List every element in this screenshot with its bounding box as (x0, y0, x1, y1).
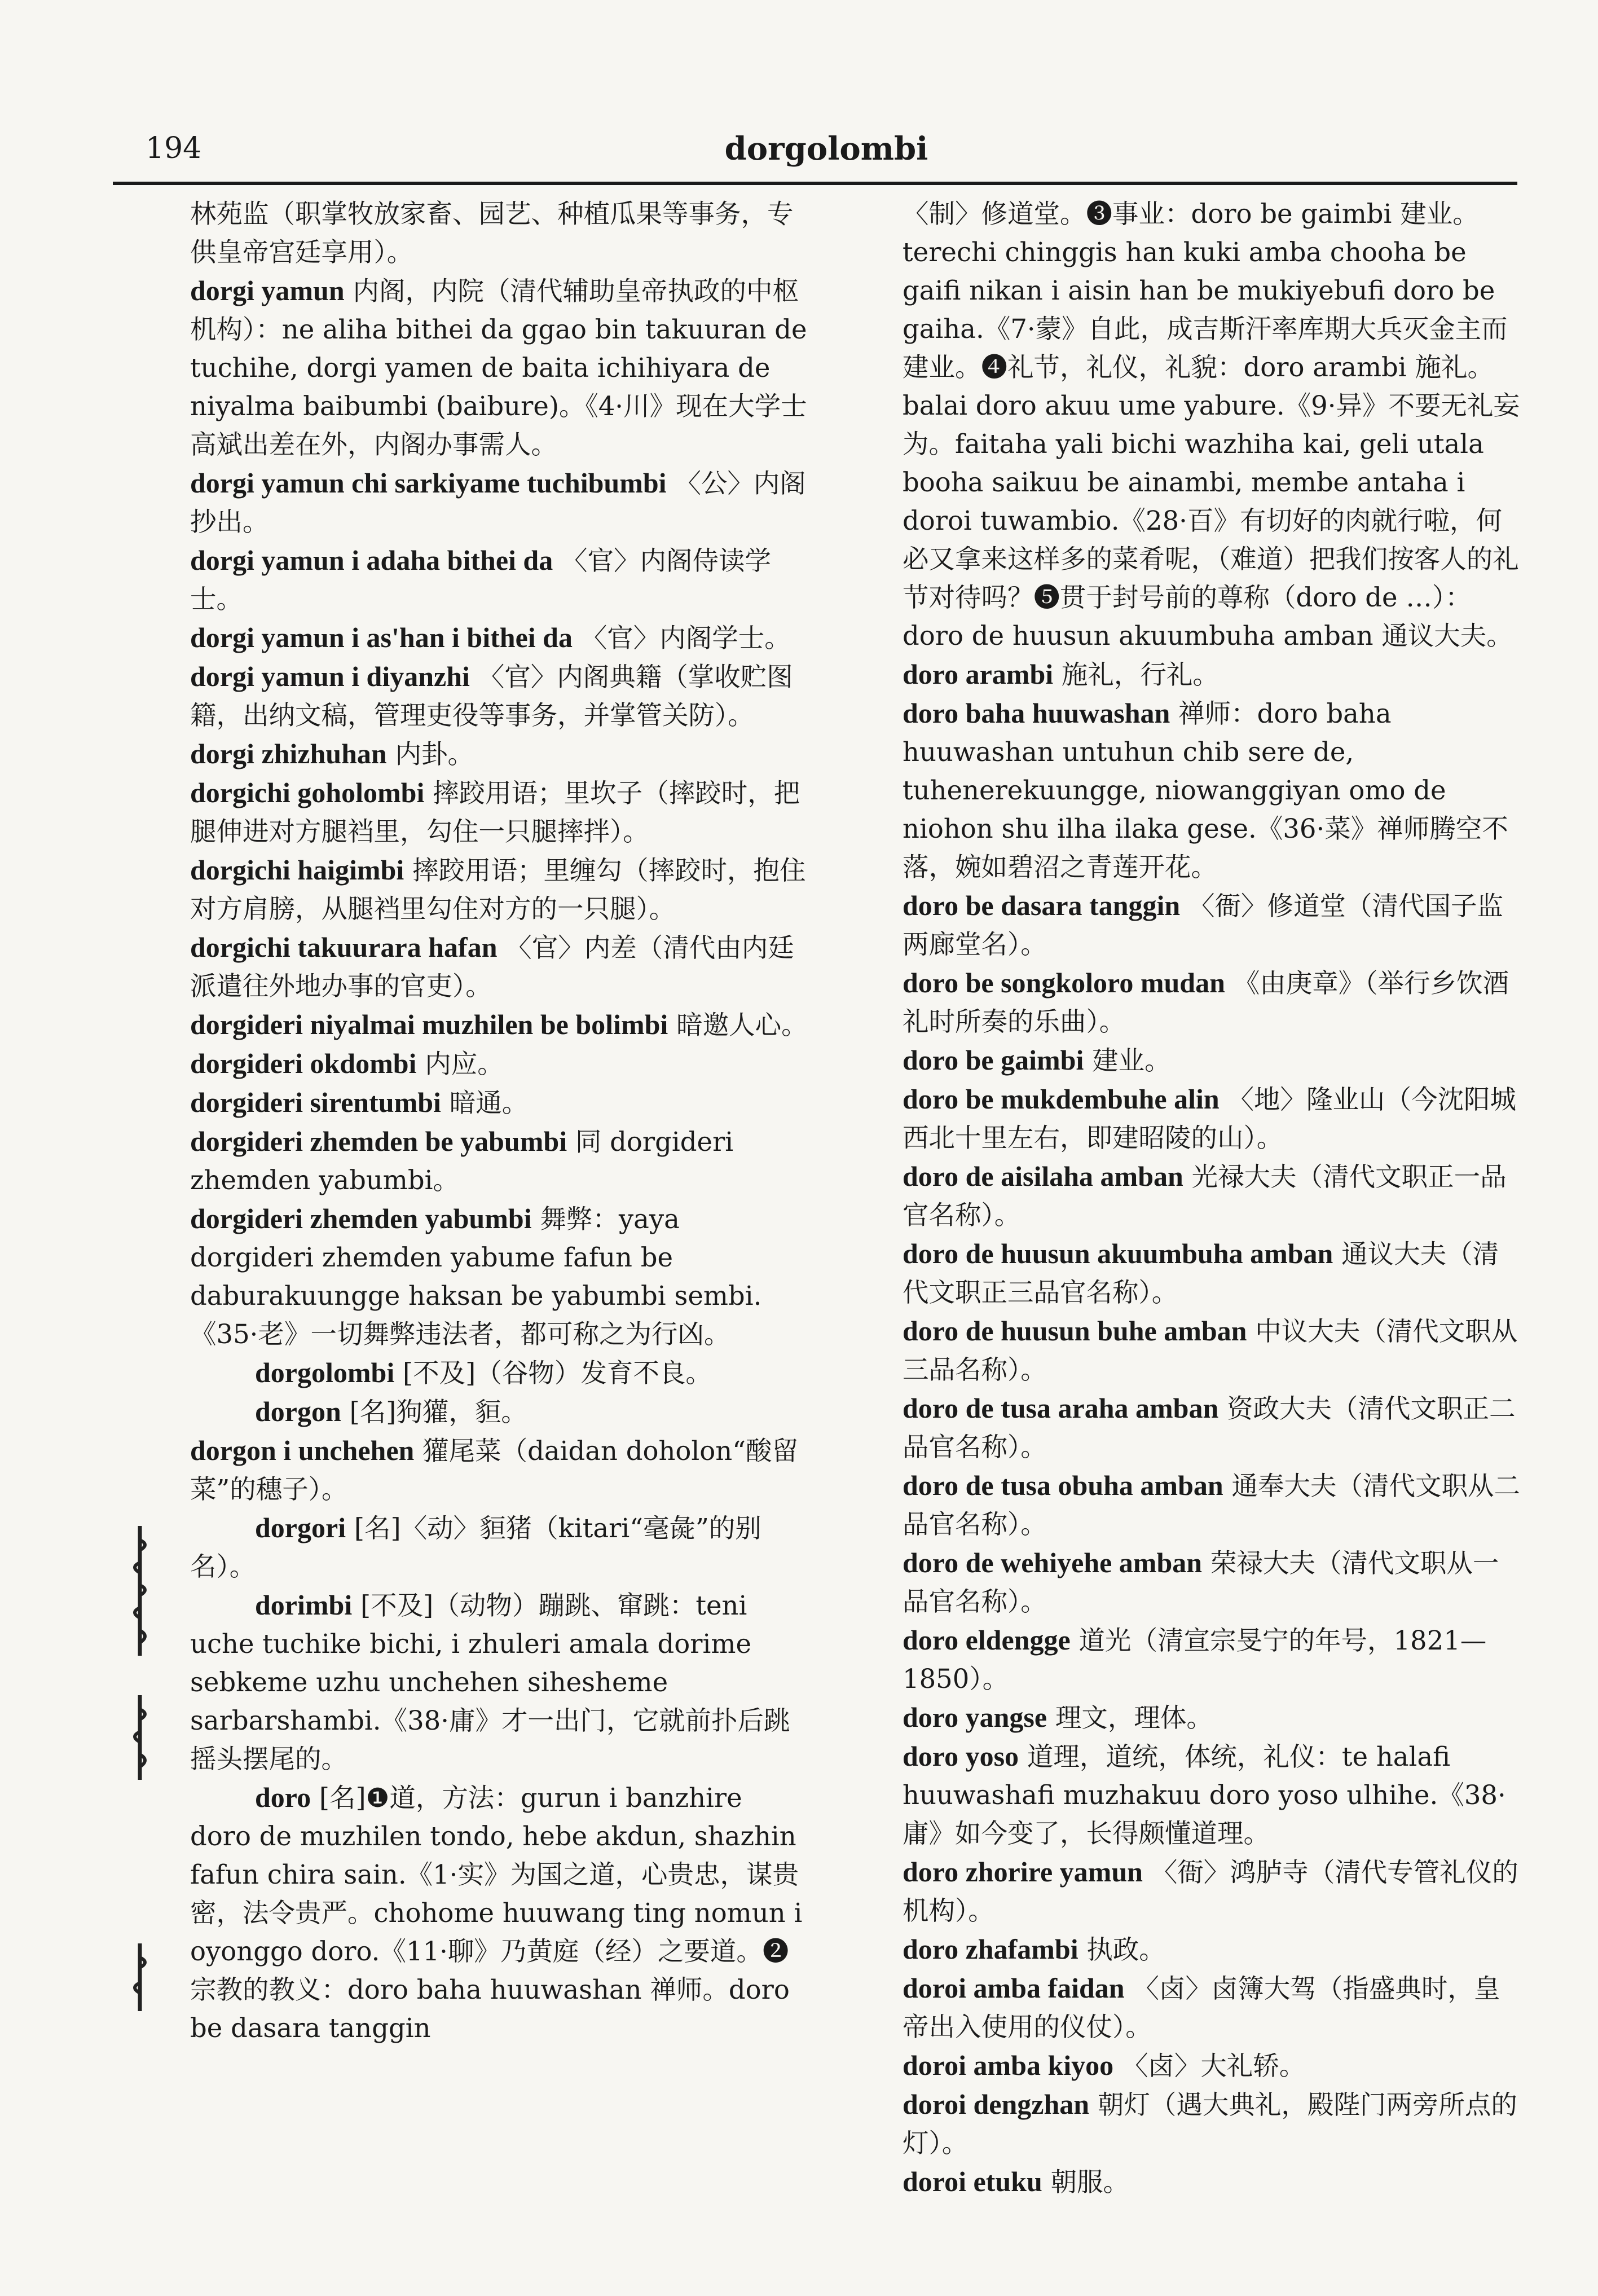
entry (190, 541, 808, 618)
headword: doro (255, 1782, 311, 1813)
entry-main (190, 1508, 808, 1586)
headword: dorgideri okdombi (190, 1048, 417, 1079)
entry (190, 773, 808, 851)
headword: dorgideri zhemden be yabumbi (190, 1125, 567, 1157)
definition: 〈官〉内阁侍读学士。 (190, 546, 771, 614)
headword: dorgichi goholombi (190, 777, 425, 808)
definition: 通议大夫（清代文职正三品官名称）。 (903, 1239, 1499, 1308)
entry-main (190, 1353, 808, 1392)
headword: doro de tusa obuha amban (903, 1470, 1223, 1501)
definition: 道理，道统，体统，礼仪：te halafi huuwashafi muzhakuu doro yoso ulhihe.《38·庸》如今变了，长得颇懂道理。 (903, 1741, 1506, 1849)
definition: [不及]（谷物）发育不良。 (403, 1358, 712, 1388)
headword: dorgichi haigimbi (190, 854, 404, 886)
headword: doro yangse (903, 1701, 1047, 1733)
entry (190, 928, 808, 1005)
definition: 摔跤用语；里坎子（摔跤时，把腿伸进对方腿裆里，勾住一只腿摔拌）。 (190, 778, 800, 847)
manchu-script-dorgolombi (127, 1523, 153, 1659)
definition: 〈卤〉大礼轿。 (1121, 2051, 1306, 2081)
entry (903, 1853, 1520, 1930)
definition: 〈衙〉鸿胪寺（清代专管礼仪的机构）。 (903, 1857, 1518, 1926)
entry (903, 886, 1520, 964)
definition: 禅师：doro baha huuwashan untuhun chib sere de, tuhenerekuungge, niowanggiyan omo de niohon shu ilha ilaka gese.《36·菜》禅师腾空不落，婉如碧沼之青莲开花。 (903, 698, 1508, 882)
definition: 暗邀人心。 (676, 1010, 808, 1040)
headword: dorgon i unchehen (190, 1435, 415, 1466)
entry (903, 1543, 1520, 1621)
definition: 施礼，行礼。 (1061, 659, 1219, 690)
entry (190, 734, 808, 773)
headword: doro baha huuwashan (903, 697, 1170, 729)
headword: dorgi yamun i as'han i bithei da (190, 622, 573, 653)
entry-continuation: 〈制〉修道堂。❸事业：doro be gaimbi 建业。terechi chinggis han kuki amba chooha be gaifi nikan i aisin han be mukiyebufi doro be gaiha.《7·蒙》自此，成吉斯汗率库期大兵灭金主而建业。❹礼节，礼仪，礼貌：doro arambi 施礼。balai doro akuu ume yabure.《9·异》不要无礼妄为。faitaha yali bichi wazhiha kai, geli utala booha saikuu be ainambi, membe antaha i doroi tuwambio.《28·百》有切好的肉就行啦，何必又拿来这样多的菜肴呢，（难道）把我们按客人的礼节对待吗？❺贯于封号前的尊称（doro de …）：doro de huusun akuumbuha amban 通议大夫。 (903, 199, 1520, 651)
definition: 光禄大夫（清代文职正一品官名称）。 (903, 1162, 1507, 1230)
headword: doro be gaimbi (903, 1044, 1084, 1076)
definition: 通奉大夫（清代文职从二品官名称）。 (903, 1471, 1520, 1540)
definition: 〈地〉隆业山（今沈阳城西北十里左右，即建昭陵的山）。 (903, 1084, 1516, 1153)
definition: 〈官〉内差（清代由内廷派遣往外地办事的官吏）。 (190, 933, 794, 1001)
headword: dorgi yamun i diyanzhi (190, 661, 470, 692)
header-rule (113, 182, 1517, 185)
entry (903, 1698, 1520, 1737)
definition: [名]〈动〉貆猪（kitari“毫彘”的别名）。 (190, 1513, 761, 1582)
entry (190, 618, 808, 657)
headword: dorgi yamun chi sarkiyame tuchibumbi (190, 467, 667, 499)
headword: doro be songkoloro mudan (903, 967, 1225, 999)
definition: 内应。 (425, 1049, 504, 1079)
definition: 〈官〉内阁学士。 (580, 623, 791, 653)
entry (190, 657, 808, 734)
definition: 舞弊：yaya dorgideri zhemden yabume fafun be daburakuungge haksan be yabumbi sembi.《35·老》一切舞弊违法者，都可称之为行凶。 (190, 1204, 762, 1349)
entry (190, 1083, 808, 1122)
definition: 荣禄大夫（清代文职从一品官名称）。 (903, 1548, 1499, 1617)
entry (903, 1389, 1520, 1466)
definition: 摔跤用语；里缠勾（摔跤时，抱住对方肩膀，从腿裆里勾住对方的一只腿）。 (190, 855, 806, 924)
entry-main (190, 1392, 808, 1431)
definition: 〈官〉内阁典籍（掌收贮图籍，出纳文稿，管理吏役等事务，并掌管关防）。 (190, 662, 793, 731)
page-header (135, 127, 1517, 178)
entry (903, 1621, 1520, 1698)
definition: [不及]（动物）蹦跳、窜跳：teni uche tuchike bichi, i zhuleri amala dorime sebkeme uzhu unchehen sihesheme sarbarshambi.《38·庸》才一出门，它就前扑后跳摇头摆尾的。 (190, 1590, 790, 1774)
headword: doro de tusa araha amban (903, 1392, 1219, 1424)
entry (903, 2162, 1520, 2201)
headword: dorgolombi (255, 1357, 395, 1388)
entry (190, 1431, 808, 1508)
definition: 《由庚章》（举行乡饮酒礼时所奏的乐曲）。 (903, 968, 1509, 1037)
headword: doroi dengzhan (903, 2088, 1090, 2120)
entry-main (190, 1586, 808, 1778)
entry (903, 1157, 1520, 1234)
headword: dorgi yamun i adaha bithei da (190, 544, 553, 576)
definition: 〈衙〉修道堂（清代国子监两廊堂名）。 (903, 891, 1503, 960)
entry (903, 2085, 1520, 2162)
headword: doro be mukdembuhe alin (903, 1083, 1220, 1115)
headword: dorimbi (255, 1589, 353, 1621)
entry (903, 1466, 1520, 1543)
entry (903, 1969, 1520, 2046)
headword: doro de wehiyehe amban (903, 1547, 1203, 1578)
entry (190, 271, 808, 464)
manchu-script-doro (127, 1941, 153, 2014)
definition: 獾尾菜（daidan doholon“酸留菜”的穗子）。 (190, 1436, 798, 1505)
entry (190, 1122, 808, 1199)
headword: dorgichi takuurara hafan (190, 931, 498, 963)
headword: doro be dasara tanggin (903, 890, 1181, 921)
right-column (903, 195, 1520, 2201)
definition: 朝服。 (1050, 2167, 1130, 2197)
definition: 中议大夫（清代文职从三品名称）。 (903, 1316, 1518, 1385)
definition: 同 dorgideri zhemden yabumbi。 (190, 1127, 734, 1195)
entry (903, 1234, 1520, 1312)
headword: doro arambi (903, 658, 1054, 690)
headword: doro eldengge (903, 1624, 1071, 1656)
headword: dorgideri sirentumbi (190, 1087, 441, 1118)
headword: doro de aisilaha amban (903, 1160, 1183, 1192)
entry-continuation: 林苑监（职掌牧放家畜、园艺、种植瓜果等事务，专供皇帝宫廷享用）。 (190, 199, 794, 267)
headword: dorgi yamun (190, 275, 345, 306)
entry (903, 2046, 1520, 2085)
headword: dorgideri niyalmai muzhilen be bolimbi (190, 1009, 668, 1040)
definition: 理文，理体。 (1055, 1703, 1213, 1733)
headword: dorgon (255, 1396, 341, 1427)
entry (903, 1080, 1520, 1157)
headword: doro zhafambi (903, 1933, 1078, 1965)
headword: dorgori (255, 1512, 346, 1543)
definition: 〈卤〉卤簿大驾（指盛典时，皇帝出入使用的仪仗）。 (903, 1973, 1500, 2042)
headword: doro de huusun buhe amban (903, 1315, 1247, 1347)
left-column (190, 195, 808, 2047)
headword: doro yoso (903, 1740, 1019, 1772)
entry (903, 1930, 1520, 1969)
entry (903, 694, 1520, 886)
manchu-script-dorgori (127, 1692, 153, 1783)
entry (190, 1044, 808, 1083)
definition: 内卦。 (395, 739, 474, 769)
definition: 资政大夫（清代文职正二品官名称）。 (903, 1393, 1516, 1462)
definition: [名]❶道，方法：gurun i banzhire doro de muzhilen tondo, hebe akdun, shazhin fafun chira sain.《1·实》为国之道，心贵忠，谋贵密，法令贵严。chohome huuwang ting nomun i oyonggo doro.《11·聊》乃黄庭（经）之要道。❷宗教的教义：doro baha huuwashan 禅师。doro be dasara tanggin (190, 1783, 803, 2043)
definition: [名]狗獾，貆。 (349, 1397, 527, 1427)
headword: doroi amba kiyoo (903, 2049, 1114, 2081)
definition: 执政。 (1086, 1934, 1165, 1965)
definition: 建业。 (1092, 1045, 1171, 1076)
entry (190, 1199, 808, 1353)
entry (190, 464, 808, 541)
definition: 暗通。 (449, 1088, 529, 1118)
headword: doro zhorire yamun (903, 1856, 1143, 1888)
page-number: 194 (146, 131, 202, 165)
headword: doroi amba faidan (903, 1972, 1125, 2004)
entry (903, 1041, 1520, 1080)
entry (190, 1005, 808, 1044)
definition: 道光（清宣宗旻宁的年号，1821—1850）。 (903, 1625, 1487, 1694)
headword: dorgi zhizhuhan (190, 738, 387, 769)
entry (903, 1737, 1520, 1853)
headword: doro de huusun akuumbuha amban (903, 1238, 1333, 1269)
headword: dorgideri zhemden yabumbi (190, 1203, 532, 1234)
running-head: dorgolombi (724, 130, 928, 168)
entry (190, 851, 808, 928)
definition: 〈公〉内阁抄出。 (190, 468, 806, 537)
entry-main (190, 1778, 808, 2047)
definition: 朝灯（遇大典礼，殿陛门两旁所点的灯）。 (903, 2090, 1517, 2158)
entry (903, 964, 1520, 1041)
entry (903, 655, 1520, 694)
entry (903, 1312, 1520, 1389)
definition: 内阁，内院（清代辅助皇帝执政的中枢机构）：ne aliha bithei da ggao bin takuuran de tuchihe, dorgi yamen de baita ichihiyara de niyalma baibumbi (baibure)。《4·川》现在大学士高斌出差在外，内阁办事需人。 (190, 276, 807, 460)
headword: doroi etuku (903, 2166, 1042, 2197)
